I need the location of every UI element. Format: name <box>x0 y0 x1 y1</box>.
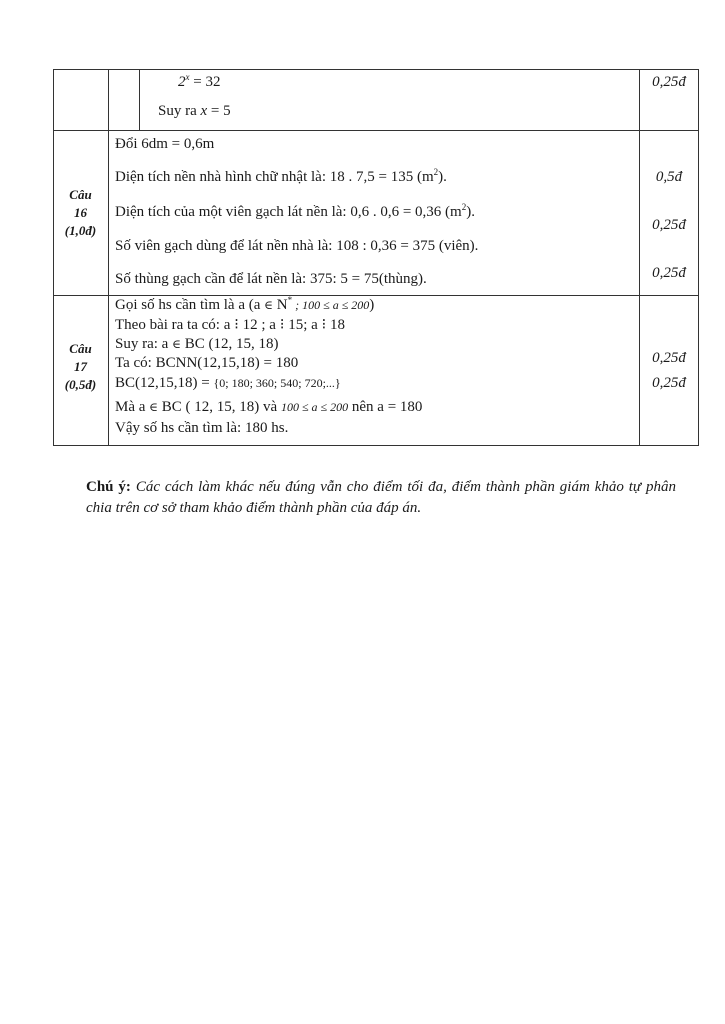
answer-table <box>53 69 699 446</box>
q17-score-1: 0,25đ <box>652 350 686 366</box>
table-col-divider-1 <box>108 69 109 446</box>
prev-row-score: 0,25đ <box>652 74 686 90</box>
table-col-divider-2 <box>139 69 140 131</box>
q16-score-1: 0,5đ <box>655 169 683 185</box>
table-border-top <box>53 69 699 70</box>
q17-line-6: Mà a ∈ BC ( 12, 15, 18) và 100 ≤ a ≤ 200 nên a = 180 <box>115 399 423 415</box>
q16-line-1: Đổi 6dm = 0,6m <box>115 136 215 152</box>
q16-line-2: Diện tích nền nhà hình chữ nhật là: 18 . 7,5 = 135 $(m^2)$. <box>115 167 447 185</box>
q16-score-2: 0,25đ <box>652 217 686 233</box>
q17-line-1: Gọi số hs cần tìm là a (a ∈ N* ; 100 ≤ a ≤ 200) <box>115 295 375 313</box>
footnote-label: Chú ý: <box>86 479 131 495</box>
q16-line-3: Diện tích của một viên gạch lát nền là: 0,6 . 0,6 = 0,36 $(m^2)$. <box>115 202 475 220</box>
prev-row-conclusion: Suy ra x = 5 <box>158 103 231 119</box>
footnote-text: Các cách làm khác nếu đúng vẫn cho điểm tối đa, điểm thành phần giám khảo tự phân chia trên cơ sở tham khảo điểm thành phần của đáp án. <box>86 479 677 516</box>
q17-line-3: Suy ra: a ∈ BC (12, 15, 18) <box>115 336 279 352</box>
q17-line-2: Theo bài ra ta có: a ⁝ 12 ; a ⁝ 15; a ⁝ 18 <box>115 317 346 333</box>
table-row-divider-1 <box>53 130 699 131</box>
q17-line-5: BC(12,15,18) = {0; 180; 360; 540; 720;...} <box>115 375 341 391</box>
q17-line-7: Vậy số hs cần tìm là: 180 hs. <box>115 420 289 436</box>
q17-line-4: Ta có: BCNN(12,15,18) = 180 <box>115 355 299 371</box>
q17-score-2: 0,25đ <box>652 375 686 391</box>
table-border-bottom <box>53 445 699 446</box>
q16-line-5: Số thùng gạch cần để lát nền là: 375: 5 = 75(thùng). <box>115 271 427 287</box>
prev-row-equation: $2^x = 32$ <box>178 72 221 90</box>
footnote <box>86 477 676 519</box>
q16-score-3: 0,25đ <box>652 265 686 281</box>
q16-label: Câu 16 (1,0đ) <box>64 187 97 238</box>
q16-line-4: Số viên gạch dùng để lát nền nhà là: 108 : 0,36 = 375 (viên). <box>115 238 479 254</box>
q17-label: Câu 17 (0,5đ) <box>64 341 97 392</box>
